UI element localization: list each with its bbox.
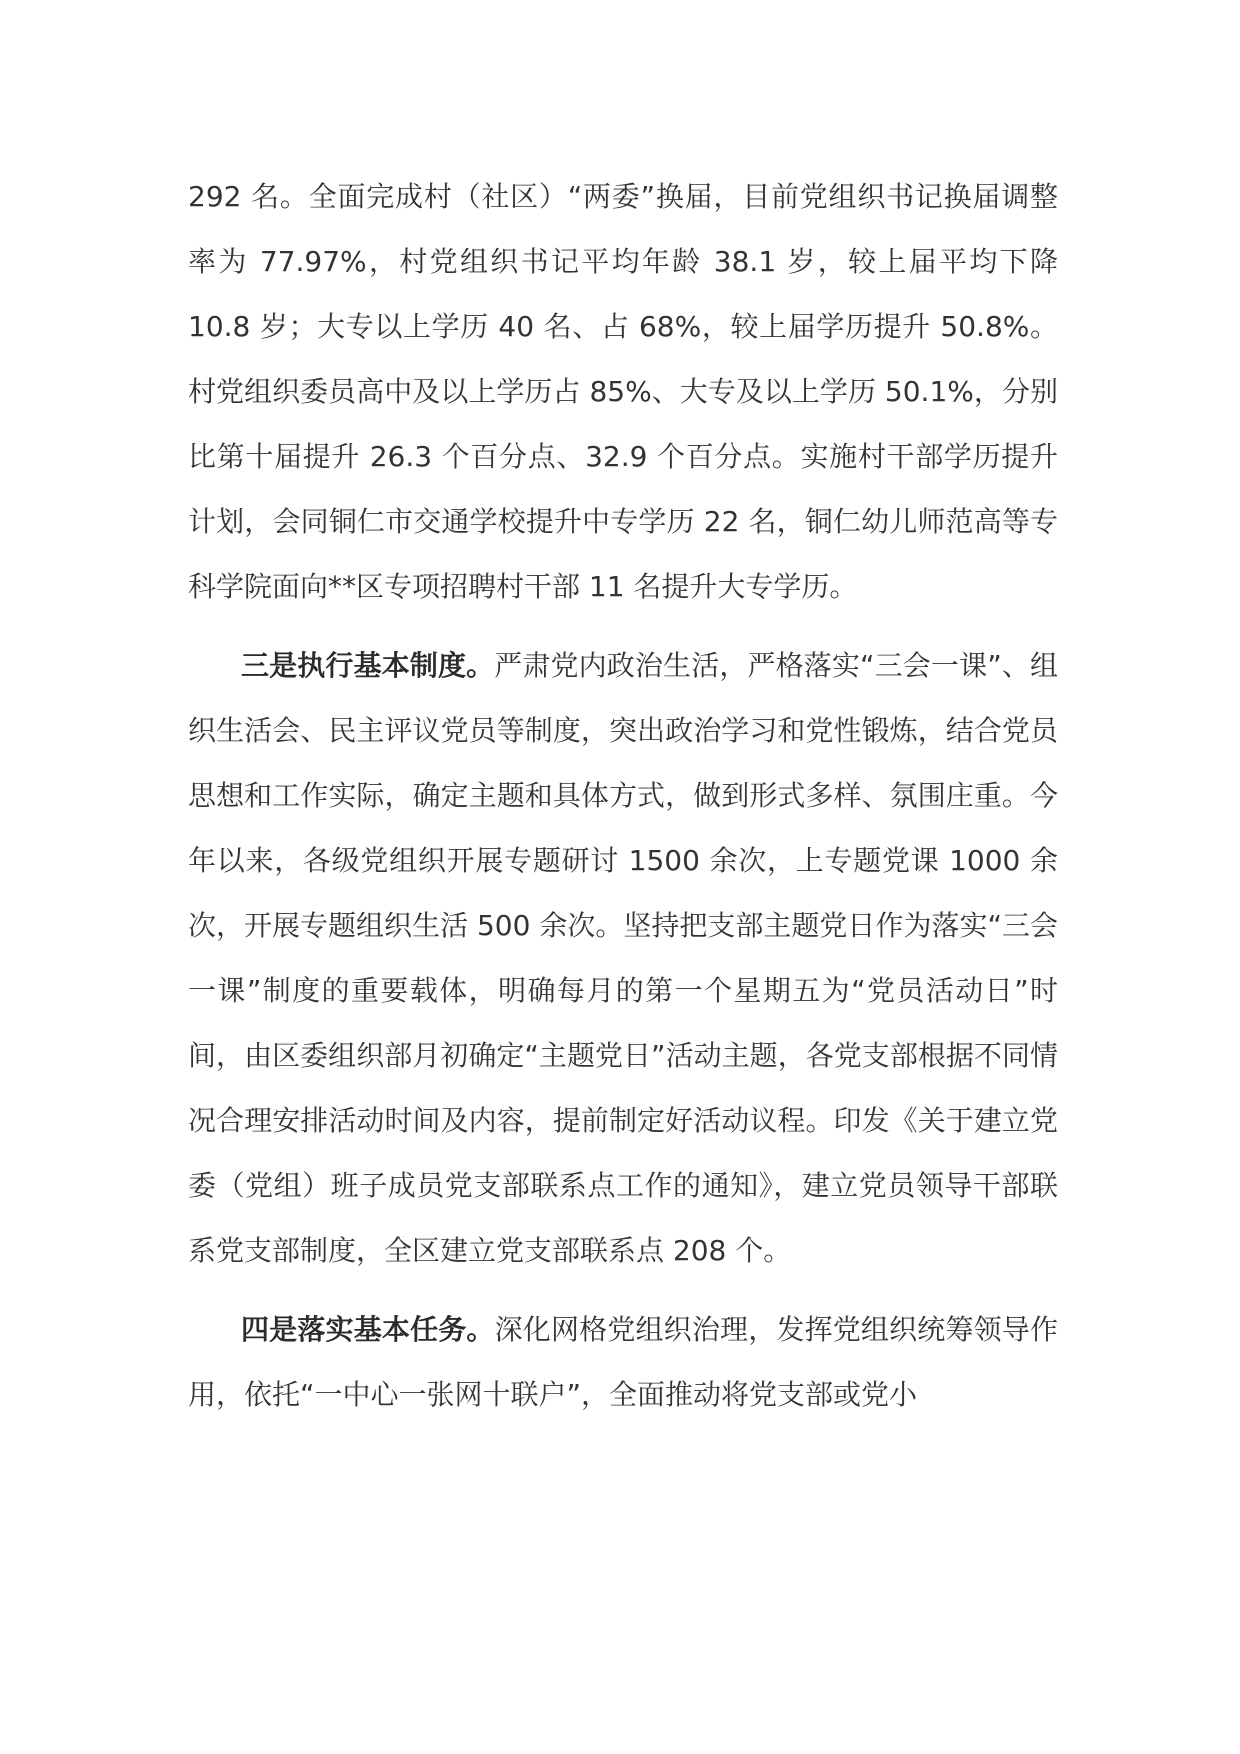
paragraph-text: 深化网格党组织治理，发挥党组织统筹领导作用，依托“一中心一张网十联户”，全面推动将党支部或党小	[188, 1313, 1058, 1411]
paragraph-text: 严肃党内政治生活，严格落实“三会一课”、组织生活会、民主评议党员等制度，突出政治学习和党性锻炼，结合党员思想和工作实际，确定主题和具体方式，做到形式多样、氛围庄重。今年以来，各级党组织开展专题研讨 1500 余次，上专题党课 1000 余次，开展专题组织生活 500 余次。坚持把支部主题党日作为落实“三会一课”制度的重要载体，明确每月的第一个星期五为“党员活动日”时间，由区委组织部月初确定“主题党日”活动主题，各党支部根据不同情况合理安排活动时间及内容，提前制定好活动议程。印发《关于建立党委（党组）班子成员党支部联系点工作的通知》，建立党员领导干部联系党支部制度，全区建立党支部联系点 208 个。	[188, 649, 1058, 1267]
paragraph-text: 292 名。全面完成村（社区）“两委”换届，目前党组织书记换届调整率为 77.97%，村党组织书记平均年龄 38.1 岁，较上届平均下降 10.8 岁；大专以上学历 40 名、占 68%，较上届学历提升 50.8%。村党组织委员高中及以上学历占 85%、大专及以上学历 50.1%，分别比第十届提升 26.3 个百分点、32.9 个百分点。实施村干部学历提升计划，会同铜仁市交通学校提升中专学历 22 名，铜仁幼儿师范高等专科学院面向**区专项招聘村干部 11 名提升大专学历。	[188, 180, 1058, 603]
paragraph-basic-system	[188, 633, 1058, 1283]
document-body	[188, 164, 1058, 1441]
paragraph-basic-task	[188, 1297, 1058, 1427]
paragraph-education-stats	[188, 164, 1058, 619]
paragraph-lead-heading: 三是执行基本制度。	[241, 649, 495, 682]
paragraph-lead-heading: 四是落实基本任务。	[241, 1313, 495, 1346]
